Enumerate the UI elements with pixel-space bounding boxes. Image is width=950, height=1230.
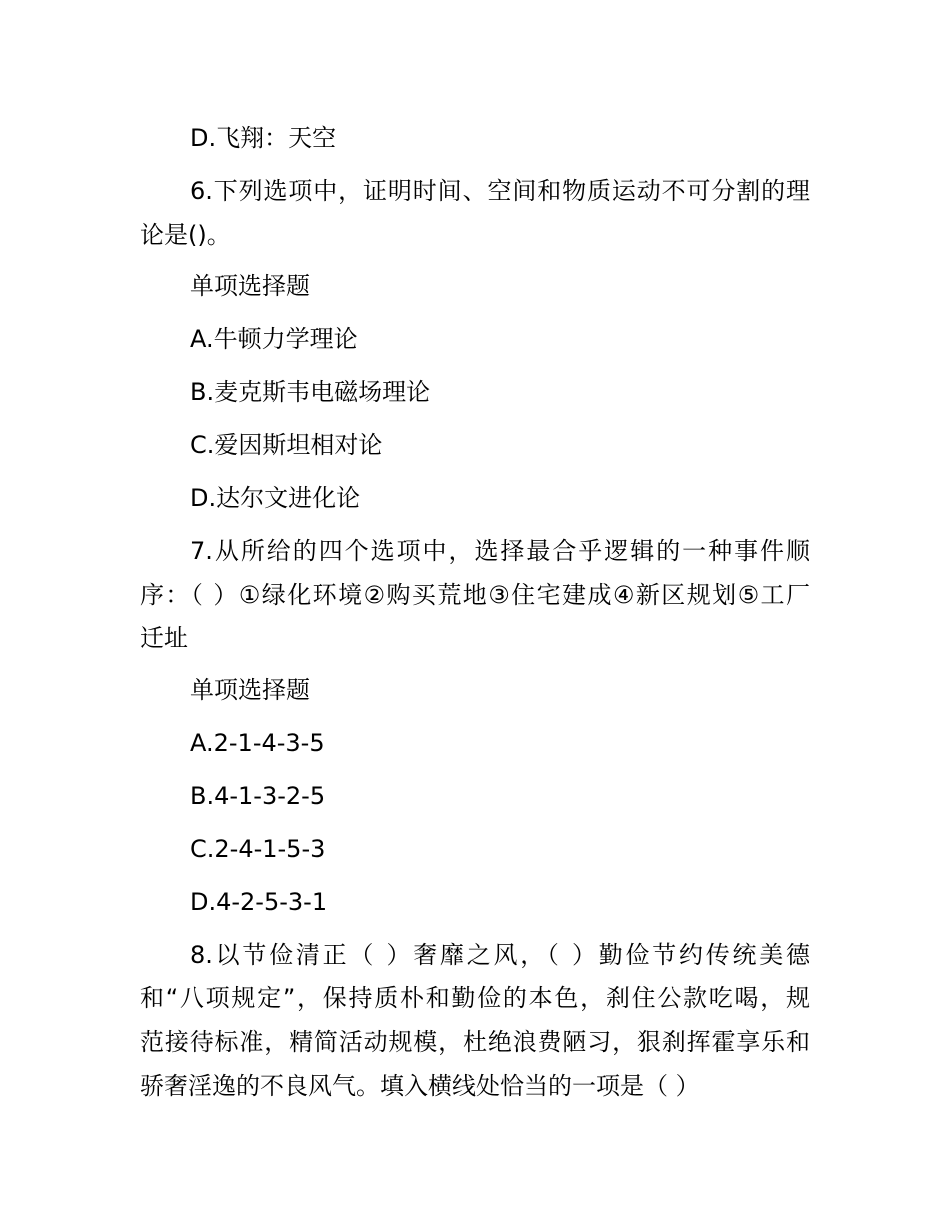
question-7-line-2: 序：（ ）①绿化环境②购买荒地③住宅建成④新区规划⑤工厂 — [140, 581, 810, 609]
question-6-line-1: 6.下列选项中，证明时间、空间和物质运动不可分割的理 — [190, 177, 810, 205]
question-8-line-4: 骄奢淫逸的不良风气。填入横线处恰当的一项是（ ） — [140, 1072, 700, 1100]
option-a-q6: A.牛顿力学理论 — [190, 325, 358, 353]
question-6-line-2: 论是()。 — [140, 221, 231, 249]
option-c-q6: C.爱因斯坦相对论 — [190, 431, 383, 459]
question-7-line-3: 迁址 — [140, 624, 188, 652]
option-b-q7: B.4-1-3-2-5 — [190, 782, 326, 810]
question-8-line-1: 8.以节俭清正（ ）奢靡之风，（ ）勤俭节约传统美德 — [190, 941, 810, 969]
question-type-label: 单项选择题 — [190, 272, 310, 300]
question-8-line-3: 范接待标准，精简活动规模，杜绝浪费陋习，狠刹挥霍享乐和 — [140, 1028, 810, 1056]
question-type-label: 单项选择题 — [190, 676, 310, 704]
option-a-q7: A.2-1-4-3-5 — [190, 729, 325, 757]
option-b-q6: B.麦克斯韦电磁场理论 — [190, 378, 431, 406]
option-c-q7: C.2-4-1-5-3 — [190, 835, 326, 863]
option-d-q5: D.飞翔：天空 — [190, 124, 337, 152]
option-d-q7: D.4-2-5-3-1 — [190, 888, 328, 916]
option-d-q6: D.达尔文进化论 — [190, 484, 361, 512]
question-7-line-1: 7.从所给的四个选项中，选择最合乎逻辑的一种事件顺 — [190, 537, 810, 565]
question-8-line-2: 和“八项规定”，保持质朴和勤俭的本色，刹住公款吃喝，规 — [140, 984, 810, 1012]
